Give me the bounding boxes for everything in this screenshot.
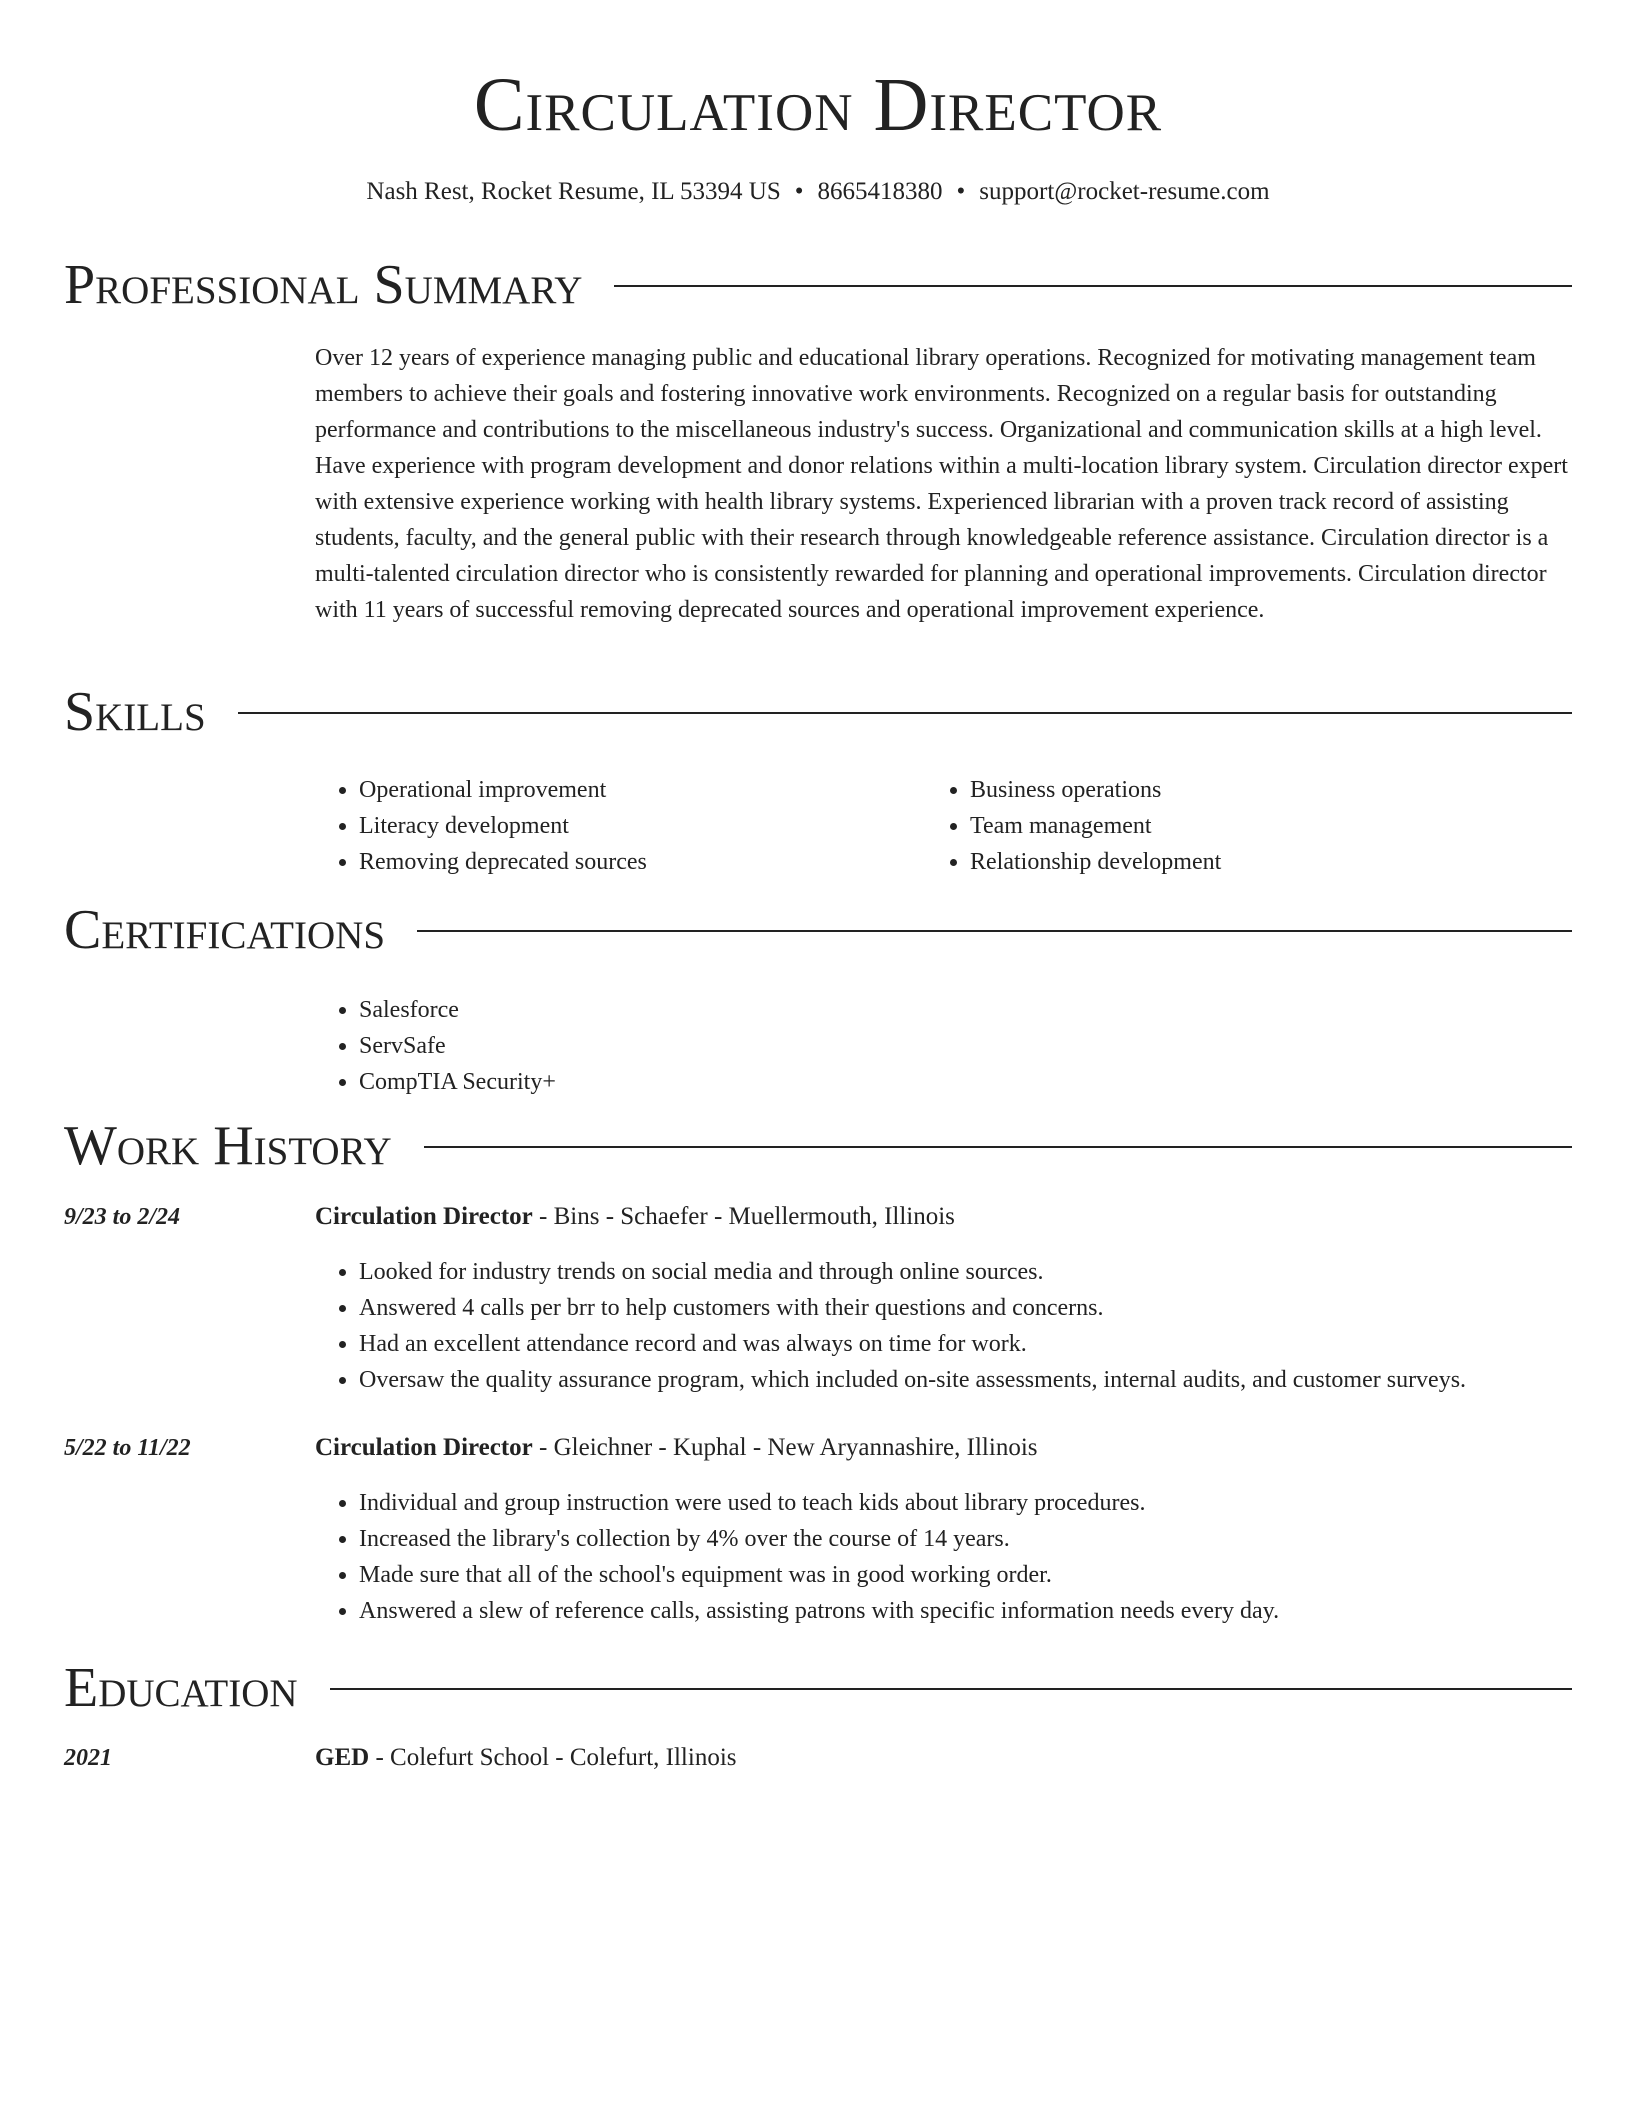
job-title: Circulation Director bbox=[315, 1434, 533, 1461]
job-title-line bbox=[315, 1430, 1038, 1466]
section-title: Professional Summary bbox=[64, 254, 583, 316]
education-school: - Colefurt School - Colefurt, Illinois bbox=[369, 1744, 737, 1771]
skill-item: • Literacy development bbox=[359, 808, 647, 844]
certifications-list bbox=[315, 992, 556, 1100]
skill-item: • Relationship development bbox=[970, 844, 1221, 880]
contact-address: Nash Rest, Rocket Resume, IL 53394 US bbox=[366, 178, 781, 205]
job-title-line bbox=[315, 1199, 955, 1235]
section-header-work-history bbox=[64, 1114, 1572, 1178]
education-line bbox=[315, 1740, 737, 1776]
job-bullet: • Increased the library's collection by 4% over the course of 14 years. bbox=[359, 1521, 1573, 1557]
section-title: Education bbox=[64, 1657, 298, 1719]
job-dates: 9/23 to 2/24 bbox=[64, 1204, 181, 1230]
section-header-education bbox=[64, 1656, 1572, 1720]
job-employer: - Gleichner - Kuphal - New Aryannashire, Illinois bbox=[532, 1434, 1038, 1461]
job-dates: 5/22 to 11/22 bbox=[64, 1435, 191, 1461]
job-employer: - Bins - Schaefer - Muellermouth, Illinois bbox=[532, 1203, 955, 1230]
certification-item: • Salesforce bbox=[359, 992, 556, 1028]
section-header-skills bbox=[64, 680, 1572, 744]
section-title: Work History bbox=[64, 1115, 392, 1177]
summary-text: Over 12 years of experience managing public and educational library operations. Recognized for motivating management team members to achieve their goals and fostering innovative work environments. Recognized on a regular basis for outstanding performance and contributions to the miscellaneous industry's success. Organizational and communication skills at a high level. Have experience with program development and donor relations within a multi-location library system. Circulation director expert with extensive experience working with health library systems. Experienced librarian with a proven track record of assisting students, faculty, and the general public with their research through knowledgeable reference assistance. Circulation director is a multi-talented circulation director who is consistently rewarded for planning and operational improvements. Circulation director with 11 years of successful removing deprecated sources and operational improvement experience. bbox=[315, 345, 1568, 623]
contact-phone: 8665418380 bbox=[817, 178, 943, 205]
section-header-summary bbox=[64, 253, 1572, 317]
section-divider bbox=[417, 930, 1572, 932]
section-title: Certifications bbox=[64, 899, 386, 961]
job-bullet: • Answered 4 calls per brr to help customers with their questions and concerns. bbox=[359, 1290, 1573, 1326]
job-bullet: • Made sure that all of the school's equipment was in good working order. bbox=[359, 1557, 1573, 1593]
section-divider bbox=[330, 1688, 1572, 1690]
section-divider bbox=[424, 1146, 1572, 1148]
section-title: Skills bbox=[64, 681, 206, 743]
skills-column-right bbox=[926, 772, 1221, 880]
job-bullet: • Looked for industry trends on social media and through online sources. bbox=[359, 1254, 1573, 1290]
section-header-certifications bbox=[64, 898, 1572, 962]
section-divider bbox=[614, 285, 1572, 287]
skill-item: • Removing deprecated sources bbox=[359, 844, 647, 880]
job-bullet: • Had an excellent attendance record and was always on time for work. bbox=[359, 1326, 1573, 1362]
job-bullet: • Oversaw the quality assurance program, which included on-site assessments, internal audits, and customer surveys. bbox=[359, 1362, 1573, 1398]
contact-email: support@rocket-resume.com bbox=[979, 178, 1270, 205]
certification-item: • CompTIA Security+ bbox=[359, 1064, 556, 1100]
contact-line bbox=[64, 176, 1572, 208]
skill-item: • Operational improvement bbox=[359, 772, 647, 808]
skill-item: • Business operations bbox=[970, 772, 1221, 808]
job-title: Circulation Director bbox=[315, 1203, 533, 1230]
job-bullets bbox=[315, 1485, 1573, 1629]
job-bullets bbox=[315, 1254, 1573, 1398]
contact-separator: • bbox=[956, 178, 966, 205]
education-degree: GED bbox=[315, 1744, 370, 1771]
skills-column-left bbox=[315, 772, 647, 880]
certification-item: • ServSafe bbox=[359, 1028, 556, 1064]
skill-item: • Team management bbox=[970, 808, 1221, 844]
contact-separator: • bbox=[794, 178, 804, 205]
section-divider bbox=[238, 712, 1572, 714]
education-year: 2021 bbox=[64, 1745, 112, 1771]
job-bullet: • Answered a slew of reference calls, assisting patrons with specific information needs every day. bbox=[359, 1593, 1573, 1629]
candidate-name: Circulation Director bbox=[473, 63, 1163, 147]
job-bullet: • Individual and group instruction were used to teach kids about library procedures. bbox=[359, 1485, 1573, 1521]
